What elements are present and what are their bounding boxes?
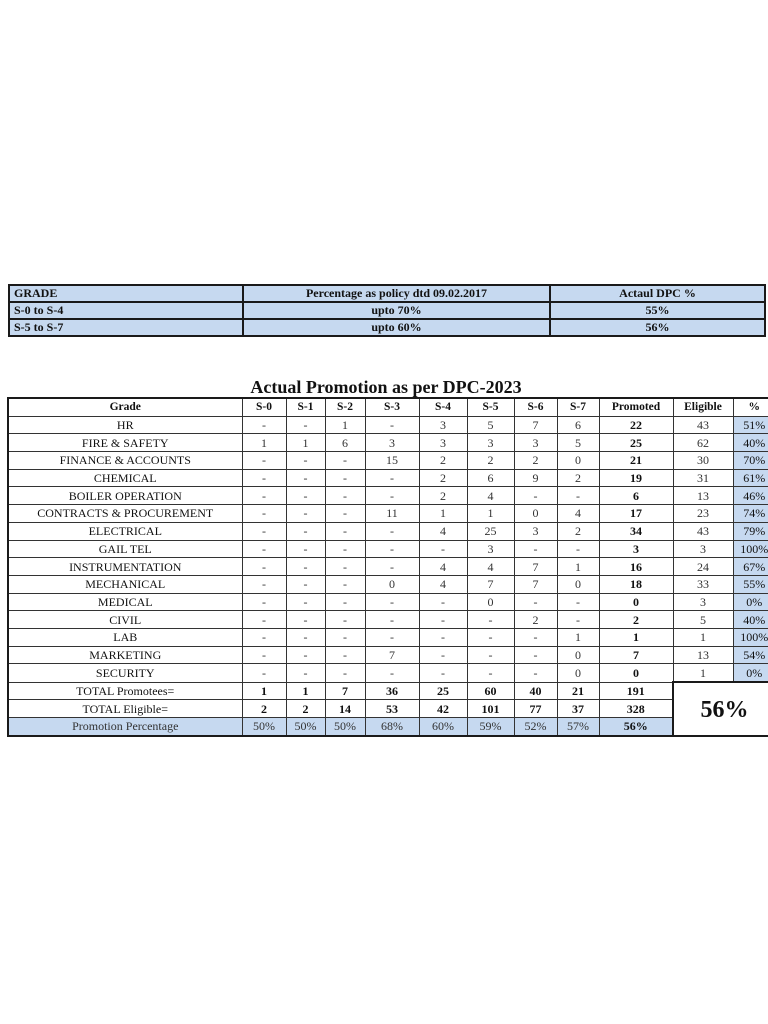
table-cell: - <box>325 487 365 505</box>
table-cell: - <box>365 558 419 576</box>
table-cell: 6 <box>557 416 599 434</box>
total-cell: 53 <box>365 700 419 718</box>
table-cell: 2 <box>419 452 467 470</box>
total-cell: 60% <box>419 717 467 735</box>
total-cell: 50% <box>286 717 325 735</box>
table-cell: 1 <box>557 558 599 576</box>
table-cell: - <box>467 628 514 646</box>
column-header: S-0 <box>242 398 286 416</box>
grade-name: HR <box>8 416 242 434</box>
table-cell: 15 <box>365 452 419 470</box>
table-cell: - <box>286 611 325 629</box>
table-cell: - <box>557 593 599 611</box>
table-cell: 17 <box>599 505 673 523</box>
table-cell: 6 <box>599 487 673 505</box>
table-cell: - <box>286 469 325 487</box>
table-row <box>8 575 768 593</box>
grade-name: MECHANICAL <box>8 575 242 593</box>
column-header: S-7 <box>557 398 599 416</box>
table-cell: 5 <box>557 434 599 452</box>
table-cell: 74% <box>733 505 768 523</box>
table-cell: 2 <box>514 611 557 629</box>
column-header: Grade <box>8 398 242 416</box>
table-row <box>8 593 768 611</box>
table-cell: - <box>242 628 286 646</box>
table-cell: - <box>242 505 286 523</box>
total-cell: 57% <box>557 717 599 735</box>
table-cell: 4 <box>419 522 467 540</box>
table-cell: 30 <box>673 452 733 470</box>
table-cell: - <box>242 575 286 593</box>
total-cell: 2 <box>242 700 286 718</box>
table-cell: - <box>286 505 325 523</box>
table-cell: 79% <box>733 522 768 540</box>
table-cell: 3 <box>514 522 557 540</box>
table-cell: 13 <box>673 487 733 505</box>
table-cell: - <box>325 646 365 664</box>
table-cell: 18 <box>599 575 673 593</box>
policy-cell: Percentage as policy dtd 09.02.2017 <box>243 285 550 302</box>
table-cell: - <box>286 628 325 646</box>
table-cell: - <box>365 540 419 558</box>
column-header: S-6 <box>514 398 557 416</box>
policy-cell: upto 70% <box>243 302 550 319</box>
promotion-percentage-row <box>8 717 768 735</box>
total-cell: 42 <box>419 700 467 718</box>
grade-name: SECURITY <box>8 664 242 682</box>
table-cell: - <box>325 540 365 558</box>
total-cell: 328 <box>599 700 673 718</box>
total-cell: 50% <box>325 717 365 735</box>
table-cell: 0 <box>557 664 599 682</box>
table-row <box>8 487 768 505</box>
table-cell: - <box>557 611 599 629</box>
table-cell: 1 <box>673 664 733 682</box>
total-cell: 77 <box>514 700 557 718</box>
policy-cell: GRADE <box>9 285 243 302</box>
table-cell: 0 <box>599 664 673 682</box>
table-cell: 0% <box>733 664 768 682</box>
table-cell: 3 <box>467 540 514 558</box>
table-cell: 1 <box>673 628 733 646</box>
table-cell: 7 <box>467 575 514 593</box>
table-cell: 1 <box>325 416 365 434</box>
table-cell: 40% <box>733 611 768 629</box>
table-cell: - <box>419 540 467 558</box>
table-cell: 54% <box>733 646 768 664</box>
table-cell: 43 <box>673 416 733 434</box>
column-header: S-3 <box>365 398 419 416</box>
table-cell: - <box>514 487 557 505</box>
policy-row <box>9 302 765 319</box>
total-cell: 1 <box>242 682 286 700</box>
table-cell: - <box>325 522 365 540</box>
table-cell: 3 <box>419 416 467 434</box>
table-cell: - <box>365 416 419 434</box>
table-cell: 0 <box>467 593 514 611</box>
table-cell: 33 <box>673 575 733 593</box>
table-cell: 43 <box>673 522 733 540</box>
table-cell: 4 <box>557 505 599 523</box>
table-row <box>8 664 768 682</box>
column-header: % <box>733 398 768 416</box>
table-cell: 0 <box>514 505 557 523</box>
table-cell: - <box>286 416 325 434</box>
table-row <box>8 522 768 540</box>
table-cell: 1 <box>242 434 286 452</box>
table-cell: 22 <box>599 416 673 434</box>
table-cell: 0 <box>557 575 599 593</box>
promotion-table-body <box>8 416 768 735</box>
table-cell: - <box>242 611 286 629</box>
grade-name: ELECTRICAL <box>8 522 242 540</box>
column-header: Promoted <box>599 398 673 416</box>
table-cell: 46% <box>733 487 768 505</box>
table-cell: - <box>365 487 419 505</box>
grade-name: MARKETING <box>8 646 242 664</box>
table-cell: 4 <box>467 487 514 505</box>
grade-name: CONTRACTS & PROCUREMENT <box>8 505 242 523</box>
table-cell: - <box>365 664 419 682</box>
total-cell: 25 <box>419 682 467 700</box>
table-cell: - <box>325 575 365 593</box>
table-row <box>8 452 768 470</box>
table-cell: - <box>286 452 325 470</box>
table-cell: 6 <box>325 434 365 452</box>
table-cell: 13 <box>673 646 733 664</box>
table-row <box>8 416 768 434</box>
table-cell: 0 <box>599 593 673 611</box>
total-promotees-row <box>8 682 768 700</box>
grade-name: FIRE & SAFETY <box>8 434 242 452</box>
table-cell: - <box>419 611 467 629</box>
table-cell: 5 <box>467 416 514 434</box>
total-cell: 50% <box>242 717 286 735</box>
total-cell: 59% <box>467 717 514 735</box>
table-cell: 34 <box>599 522 673 540</box>
column-header: S-5 <box>467 398 514 416</box>
table-cell: - <box>365 469 419 487</box>
total-cell: 60 <box>467 682 514 700</box>
table-cell: - <box>557 487 599 505</box>
policy-cell: S-0 to S-4 <box>9 302 243 319</box>
table-cell: 2 <box>419 469 467 487</box>
table-cell: 21 <box>599 452 673 470</box>
table-cell: - <box>286 575 325 593</box>
table-cell: - <box>419 628 467 646</box>
grade-name: MEDICAL <box>8 593 242 611</box>
table-cell: 100% <box>733 628 768 646</box>
promotion-header-row <box>8 398 768 416</box>
table-cell: 70% <box>733 452 768 470</box>
promotion-table <box>7 397 768 737</box>
table-cell: - <box>286 540 325 558</box>
table-cell: - <box>325 452 365 470</box>
table-row <box>8 611 768 629</box>
table-cell: - <box>242 469 286 487</box>
table-cell: - <box>325 469 365 487</box>
grade-name: LAB <box>8 628 242 646</box>
table-cell: - <box>365 628 419 646</box>
overall-percentage <box>673 682 768 736</box>
table-cell: - <box>419 593 467 611</box>
table-cell: - <box>467 646 514 664</box>
table-row <box>8 469 768 487</box>
table-cell: - <box>242 487 286 505</box>
column-header: S-1 <box>286 398 325 416</box>
policy-cell: upto 60% <box>243 319 550 336</box>
table-cell: - <box>419 664 467 682</box>
table-cell: 7 <box>365 646 419 664</box>
policy-table-body <box>9 285 765 336</box>
table-cell: 0 <box>557 646 599 664</box>
table-cell: 7 <box>599 646 673 664</box>
table-cell: - <box>242 664 286 682</box>
table-cell: 3 <box>514 434 557 452</box>
table-cell: 2 <box>467 452 514 470</box>
table-cell: - <box>286 558 325 576</box>
column-header: S-4 <box>419 398 467 416</box>
table-cell: 3 <box>467 434 514 452</box>
policy-row <box>9 319 765 336</box>
table-cell: - <box>242 416 286 434</box>
table-cell: - <box>242 646 286 664</box>
column-header: S-2 <box>325 398 365 416</box>
table-cell: 55% <box>733 575 768 593</box>
table-cell: 40% <box>733 434 768 452</box>
table-cell: - <box>242 522 286 540</box>
table-cell: 3 <box>365 434 419 452</box>
grade-name: CIVIL <box>8 611 242 629</box>
table-cell: 61% <box>733 469 768 487</box>
table-cell: 6 <box>467 469 514 487</box>
total-label: Promotion Percentage <box>8 717 242 735</box>
table-cell: 2 <box>514 452 557 470</box>
grade-name: BOILER OPERATION <box>8 487 242 505</box>
total-label: TOTAL Eligible= <box>8 700 242 718</box>
table-cell: - <box>325 505 365 523</box>
total-cell: 101 <box>467 700 514 718</box>
table-cell: 4 <box>419 575 467 593</box>
policy-header-row <box>9 285 765 302</box>
table-cell: 19 <box>599 469 673 487</box>
total-cell: 2 <box>286 700 325 718</box>
policy-cell: 56% <box>550 319 765 336</box>
table-cell: - <box>514 664 557 682</box>
promotion-title: Actual Promotion as per DPC-2023 <box>250 377 522 397</box>
table-cell: 31 <box>673 469 733 487</box>
table-cell: - <box>286 664 325 682</box>
table-row <box>8 628 768 646</box>
table-cell: - <box>365 522 419 540</box>
table-cell: - <box>286 522 325 540</box>
table-cell: - <box>242 593 286 611</box>
table-cell: - <box>419 646 467 664</box>
table-cell: 2 <box>557 522 599 540</box>
table-cell: 7 <box>514 558 557 576</box>
table-cell: 1 <box>419 505 467 523</box>
table-cell: - <box>514 540 557 558</box>
table-cell: 100% <box>733 540 768 558</box>
policy-cell: Actaul DPC % <box>550 285 765 302</box>
table-cell: 25 <box>599 434 673 452</box>
grade-name: FINANCE & ACCOUNTS <box>8 452 242 470</box>
total-cell: 7 <box>325 682 365 700</box>
table-cell: - <box>242 558 286 576</box>
total-cell: 37 <box>557 700 599 718</box>
table-cell: - <box>365 593 419 611</box>
total-cell: 68% <box>365 717 419 735</box>
table-cell: 25 <box>467 522 514 540</box>
policy-table <box>8 284 766 337</box>
table-cell: 9 <box>514 469 557 487</box>
table-cell: 4 <box>419 558 467 576</box>
total-cell: 56% <box>599 717 673 735</box>
policy-cell: 55% <box>550 302 765 319</box>
table-cell: - <box>286 593 325 611</box>
table-cell: 3 <box>419 434 467 452</box>
grade-name: INSTRUMENTATION <box>8 558 242 576</box>
table-cell: - <box>286 487 325 505</box>
table-row <box>8 540 768 558</box>
table-cell: 11 <box>365 505 419 523</box>
table-cell: 0% <box>733 593 768 611</box>
table-cell: 2 <box>557 469 599 487</box>
table-cell: 5 <box>673 611 733 629</box>
table-cell: 7 <box>514 575 557 593</box>
table-cell: - <box>467 664 514 682</box>
table-cell: 1 <box>557 628 599 646</box>
table-cell: 24 <box>673 558 733 576</box>
grade-name: GAIL TEL <box>8 540 242 558</box>
total-eligible-row <box>8 700 768 718</box>
table-cell: - <box>514 628 557 646</box>
table-cell: - <box>325 593 365 611</box>
table-cell: - <box>514 646 557 664</box>
policy-cell: S-5 to S-7 <box>9 319 243 336</box>
total-cell: 36 <box>365 682 419 700</box>
total-cell: 52% <box>514 717 557 735</box>
table-cell: - <box>286 646 325 664</box>
table-cell: 7 <box>514 416 557 434</box>
table-cell: 1 <box>599 628 673 646</box>
table-cell: - <box>325 558 365 576</box>
table-cell: - <box>242 540 286 558</box>
table-cell: - <box>365 611 419 629</box>
table-row <box>8 434 768 452</box>
table-cell: - <box>325 664 365 682</box>
total-label: TOTAL Promotees= <box>8 682 242 700</box>
table-row <box>8 505 768 523</box>
table-cell: 2 <box>599 611 673 629</box>
overall-percentage-value: 56% <box>700 696 749 723</box>
table-cell: - <box>467 611 514 629</box>
grade-name: CHEMICAL <box>8 469 242 487</box>
table-cell: 62 <box>673 434 733 452</box>
table-cell: 3 <box>599 540 673 558</box>
table-cell: 1 <box>286 434 325 452</box>
total-cell: 1 <box>286 682 325 700</box>
column-header: Eligible <box>673 398 733 416</box>
table-cell: 1 <box>467 505 514 523</box>
table-cell: - <box>242 452 286 470</box>
table-row <box>8 558 768 576</box>
table-cell: 2 <box>419 487 467 505</box>
table-cell: 67% <box>733 558 768 576</box>
table-cell: 0 <box>557 452 599 470</box>
table-cell: 51% <box>733 416 768 434</box>
table-cell: 23 <box>673 505 733 523</box>
table-cell: 3 <box>673 593 733 611</box>
table-cell: 3 <box>673 540 733 558</box>
total-cell: 21 <box>557 682 599 700</box>
table-cell: - <box>514 593 557 611</box>
total-cell: 14 <box>325 700 365 718</box>
table-cell: 16 <box>599 558 673 576</box>
table-cell: - <box>325 611 365 629</box>
table-row <box>8 646 768 664</box>
table-cell: - <box>325 628 365 646</box>
total-cell: 191 <box>599 682 673 700</box>
table-cell: 4 <box>467 558 514 576</box>
table-cell: 0 <box>365 575 419 593</box>
total-cell: 40 <box>514 682 557 700</box>
table-cell: - <box>557 540 599 558</box>
